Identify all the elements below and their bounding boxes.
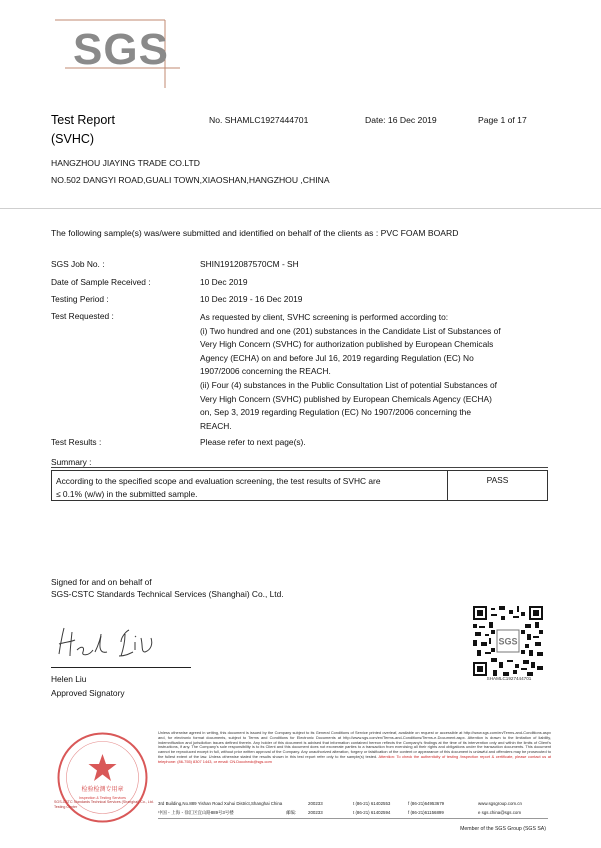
address-cn: 中国・上海・徐汇区宜山路889号3号楼 [158,810,234,815]
phone-cn: t (86-21) 61402594 [353,810,391,815]
divider [0,208,601,209]
period-label: Testing Period : [51,294,109,304]
results-value: Please refer to next page(s). [200,437,306,447]
requested-line: Very High Concern (SVHC) published by European Chemicals Agency (ECHA) [200,393,492,404]
fax-cn: f (86-21)61156899 [408,810,444,815]
stamp-caption [54,800,154,810]
summary-top-rule [51,467,548,468]
requested-line: on, Sep 3, 2019 regarding Regulation (EC) No 1907/2006 concerning the [200,407,471,418]
received-value: 10 Dec 2019 [200,277,248,287]
qr-code [473,606,543,676]
document-title [51,111,115,149]
terms-fine-print [158,731,551,765]
requested-line: REACH. [200,420,232,431]
results-label: Test Results : [51,437,102,447]
zip-en: 200233 [308,801,323,806]
requested-line: (i) Two hundred and one (201) substances in the Candidate List of Substances of [200,325,501,336]
contact-row-cn [158,810,551,817]
fax-en: f (86-21)64953679 [408,801,445,806]
stamp-caption-line: SGS-CSTC Standards Technical Services (Shanghai) Co., Ltd. [54,800,154,804]
website: www.sgsgroup.com.cn [478,801,522,806]
sgs-member-line: Member of the SGS Group (SGS SA) [460,826,546,832]
period-value: 10 Dec 2019 - 16 Dec 2019 [200,294,303,304]
requested-line: Very High Concern (SVHC) for authorization published by European Chemicals [200,339,494,350]
received-label: Date of Sample Received : [51,277,151,287]
sample-intro: The following sample(s) was/were submitted and identified on behalf of the clients as : PVC FOAM BOARD [51,228,459,238]
signing-company: SGS-CSTC Standards Technical Services (Shanghai) Co., Ltd. [51,589,284,599]
title-line-1: Test Report [51,113,115,127]
stamp-center-text: 检验检测专用章 [81,786,124,793]
client-name: HANGZHOU JIAYING TRADE CO.LTD [51,158,200,168]
requested-line: (ii) Four (4) substances in the Public Consultation List of potential Substances of [200,379,498,390]
handwritten-signature [55,620,165,662]
signatory-name: Helen Liu [51,674,87,684]
contact-row-en [158,801,551,808]
footer-divider [158,818,548,819]
summary-table [51,470,548,501]
job-label: SGS Job No. : [51,259,105,269]
requested-line: Agency (ECHA) on and before Jul 16, 2019 regarding Regulation (EC) No [200,352,474,363]
client-address: NO.502 DANGYI ROAD,GUALI TOWN,XIAOSHAN,HANGZHOU ,CHINA [51,175,330,185]
requested-line: As requested by client, SVHC screening is performed according to: [200,312,449,322]
requested-label: Test Requested : [51,311,114,321]
summary-label: Summary : [51,457,92,467]
summary-line: ≤ 0.1% (w/w) in the submitted sample. [56,489,198,499]
stamp-sub-text: Inspection & Testing Services [79,796,126,800]
zip-label-cn: 邮编: [286,810,297,815]
sgs-logo [55,18,180,90]
report-number: No. SHAMLC1927444701 [209,115,309,125]
email: e sgs.china@sgs.com [478,810,522,815]
zip-cn: 200233 [308,810,323,815]
sgs-logo-text: SGS [73,25,169,74]
phone-en: t (86-21) 61402553 [353,801,391,806]
attention-text: Attention: To check the authenticity of testing /inspection report & certificate, please contact us at telephone: (86-755) 8307 1443, or email: CN.Doccheck@sgs.com [158,753,551,764]
summary-result: PASS [486,475,509,485]
page-number: Page 1 of 17 [478,115,527,125]
requested-text [200,311,560,433]
signatory-role: Approved Signatory [51,688,125,698]
signed-on-behalf: Signed for and on behalf of [51,577,152,587]
qr-center-label: SGS [498,636,518,647]
summary-line: According to the specified scope and evaluation screening, the test results of SVHC are [56,476,381,486]
summary-text [56,475,446,501]
terms-text: Unless otherwise agreed in writing, this document is issued by the Company subject to its General Conditions of Service printed overleaf, available on request or accessible at http://www.sgs.com/en/Terms-and-Conditions.aspx and, for electronic format documents, subject to Terms and Conditions for Electronic Documents at http://www.sgs.com/en/Terms-and-Conditions/Terms-e-Document.aspx. Attention is drawn to the limitation of liability, indemnification and jurisdiction issues defined therein. Any holder of this document is advised that information contained hereon reflects the Company's findings at the time of its intervention only and within the limits of Client's instructions, if any. The Company's sole responsibility is to its Client and this document does not exonerate parties to a transaction from exercising all their rights and obligations under the transaction documents. This document cannot be reproduced except in full, without prior written approval of the Company. Any unauthorized alteration, forgery or falsification of the content or appearance of this document is unlawful and offenders may be prosecuted to the fullest extent of the law. Unless otherwise stated the results shown in this test report refer only to the sample(s) tested. [158,730,551,759]
signature-line [51,667,191,668]
address-en: 3rd Building,No.889 Yishan Road Xuhui District,Shanghai China [158,801,283,806]
stamp-caption-line: Testing Center [54,805,78,809]
requested-line: 1907/2006 concerning the REACH. [200,366,331,377]
title-line-2: (SVHC) [51,132,95,146]
job-value: SHIN1912087570CM - SH [200,259,299,269]
report-date: Date: 16 Dec 2019 [365,115,437,125]
official-stamp [55,730,150,825]
qr-caption: SHAMLC1927444701 [486,676,532,681]
